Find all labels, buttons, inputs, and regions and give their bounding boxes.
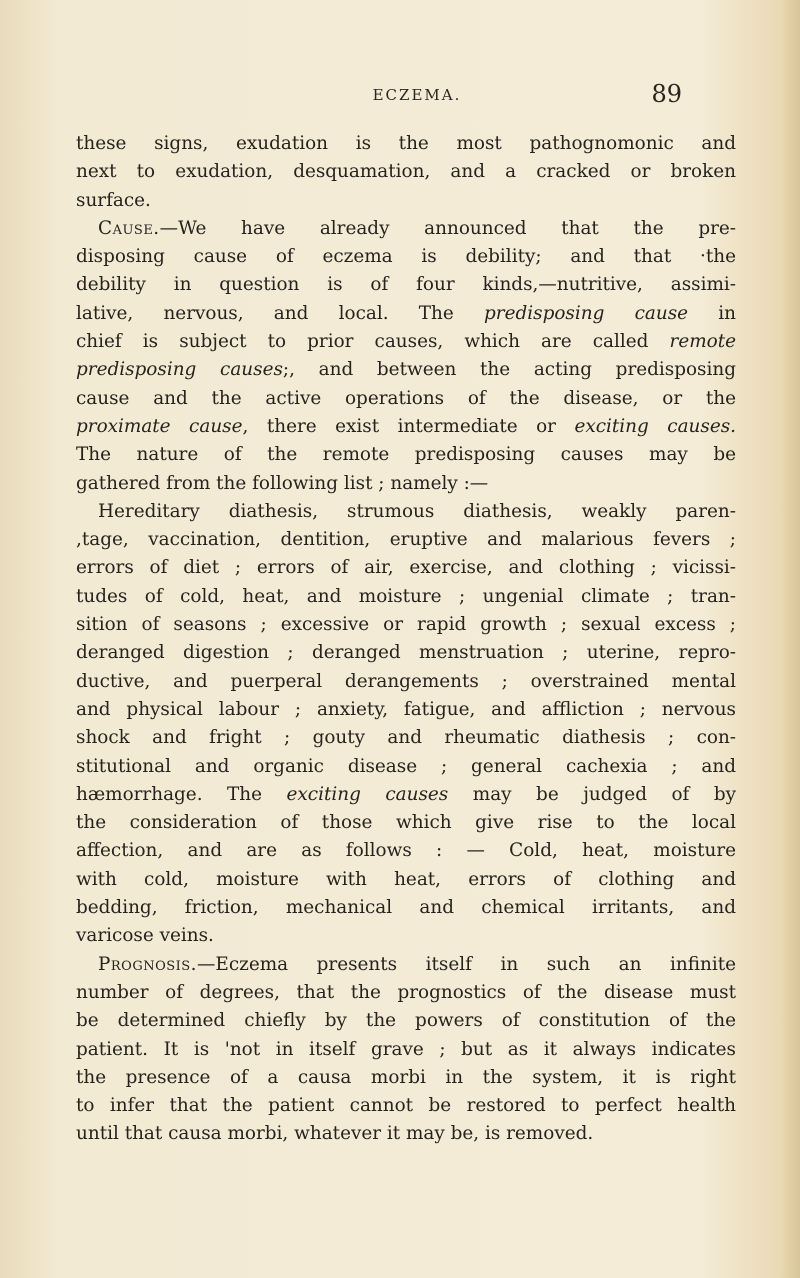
text-line — [76, 781, 736, 809]
page-header — [0, 82, 800, 106]
text-line: The nature of the remote predisposing causes may be — [76, 444, 736, 466]
text-line: bedding, friction, mechanical and chemical irritants, and — [76, 897, 736, 919]
text-line — [76, 300, 736, 328]
text-line-content: —Eczema presents itself in such an infinite — [197, 953, 736, 975]
text-line: disposing cause of eczema is debility; and that ·the — [76, 246, 736, 268]
text-line: the presence of a causa morbi in the system, it is right — [76, 1066, 736, 1088]
text-line — [76, 328, 736, 356]
text-line: ductive, and puerperal derangements ; overstrained mental — [76, 670, 736, 692]
text-line-content: may be judged of by — [472, 783, 737, 805]
text-line: ,tage, vaccination, dentition, eruptive and malarious fevers ; — [76, 529, 736, 551]
text-line: gathered from the following list ; namely :— — [76, 472, 489, 494]
text-line: number of degrees, that the prognostics of the disease must — [76, 981, 736, 1003]
text-line-content: ;, and between the acting predisposing — [282, 359, 736, 381]
body-text — [76, 130, 736, 1149]
text-line: deranged digestion ; deranged menstruation ; uterine, repro- — [76, 642, 736, 664]
text-line: patient. It is 'not in itself grave ; but as it always indicates — [76, 1038, 736, 1060]
italic-term: predisposing causes — [76, 359, 283, 381]
text-line: debility in question is of four kinds,—nutritive, assimi- — [76, 274, 736, 296]
text-line: the consideration of those which give rise to the local — [76, 812, 736, 834]
text-line: surface. — [76, 189, 151, 211]
text-line: Hereditary diathesis, strumous diathesis, weakly paren- — [98, 500, 736, 522]
text-line-content: —We have already announced that the pre- — [159, 217, 736, 239]
text-line: stitutional and organic disease ; general cachexia ; and — [76, 755, 736, 777]
running-head: ECZEMA. — [372, 86, 462, 104]
italic-term: exciting causes — [286, 783, 449, 805]
italic-term: predisposing cause — [484, 302, 689, 324]
text-line: be determined chiefly by the powers of constitution of the — [76, 1010, 736, 1032]
page-number: 89 — [651, 80, 682, 108]
text-line: sition of seasons ; excessive or rapid growth ; sexual excess ; — [76, 614, 736, 636]
text-line-content: lative, nervous, and local. The — [76, 302, 454, 324]
text-line: with cold, moisture with heat, errors of clothing and — [76, 868, 736, 890]
text-line: shock and fright ; gouty and rheumatic diathesis ; con- — [76, 727, 736, 749]
text-line: affection, and are as follows : — Cold, heat, moisture — [76, 840, 736, 862]
section-heading-prognosis: Prognosis. — [98, 953, 198, 975]
italic-term: exciting causes. — [574, 415, 737, 437]
text-line: and physical labour ; anxiety, fatigue, and affliction ; nervous — [76, 698, 736, 720]
italic-term: proximate cause — [76, 415, 243, 437]
text-line-content: , there exist intermediate or — [242, 415, 556, 437]
text-line-content: in — [688, 302, 736, 324]
section-heading-cause: Cause. — [98, 217, 160, 239]
italic-term: remote — [669, 331, 736, 353]
text-line: next to exudation, desquamation, and a cracked or broken — [76, 161, 736, 183]
text-line-content: hæmorrhage. The — [76, 783, 263, 805]
text-line: tudes of cold, heat, and moisture ; ungenial climate ; tran- — [76, 585, 736, 607]
text-line — [76, 413, 736, 441]
text-line-content: chief is subject to prior causes, which are called — [76, 331, 649, 353]
text-line — [76, 215, 736, 243]
text-line — [76, 356, 736, 384]
text-line: errors of diet ; errors of air, exercise, and clothing ; vicissi- — [76, 557, 736, 579]
text-line: these signs, exudation is the most pathognomonic and — [76, 133, 736, 154]
text-line: to infer that the patient cannot be restored to perfect health — [76, 1095, 736, 1117]
text-line: varicose veins. — [76, 925, 214, 947]
text-line — [76, 951, 736, 979]
text-line: until that causa morbi, whatever it may be, is removed. — [76, 1123, 594, 1145]
text-line: cause and the active operations of the disease, or the — [76, 387, 736, 409]
